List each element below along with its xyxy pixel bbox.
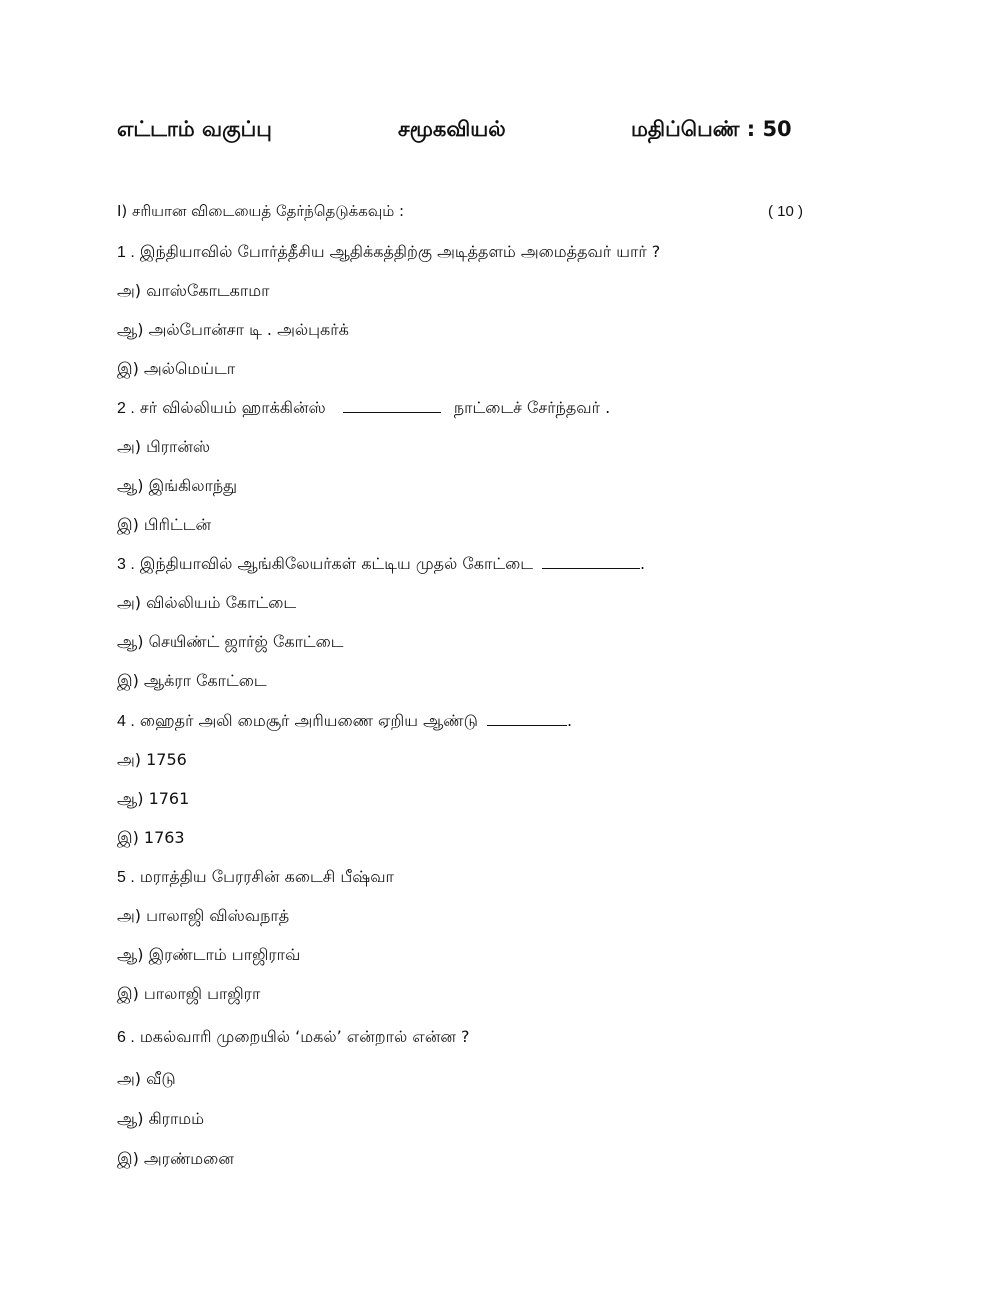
option-2b: ஆ) இங்கிலாந்து: [117, 476, 238, 495]
option-4a: அ) 1756: [117, 750, 187, 769]
question-2: [117, 397, 610, 420]
question-number: 2 .: [117, 400, 135, 417]
class-label: எட்டாம் வகுப்பு: [117, 117, 272, 141]
option-3a: அ) வில்லியம் கோட்டை: [117, 593, 297, 612]
question-4: [117, 710, 572, 733]
question-number: 5 .: [117, 869, 135, 886]
question-text-after: .: [640, 554, 646, 573]
question-text: மகல்வாரி முறையில் ‘மகல்’ என்றால் என்ன ?: [139, 1027, 470, 1046]
answer-blank: [542, 554, 640, 569]
question-1: [117, 241, 660, 264]
subject-title: சமூகவியல்: [398, 117, 506, 141]
answer-blank: [487, 711, 567, 726]
question-text-after: நாட்டைச் சேர்ந்தவர் .: [453, 398, 611, 417]
question-number: 3 .: [117, 556, 135, 573]
option-3b: ஆ) செயிண்ட் ஜார்ஜ் கோட்டை: [117, 632, 344, 651]
question-3: [117, 553, 645, 576]
option-5a: அ) பாலாஜி விஸ்வநாத்: [117, 906, 290, 925]
question-text: இந்தியாவில் போர்த்தீசிய ஆதிக்கத்திற்கு அடித்தளம் அமைத்தவர் யார் ?: [139, 242, 661, 261]
question-text-before: ஹைதர் அலி மைசூர் அரியணை ஏறிய ஆண்டு: [139, 711, 478, 730]
option-4c: இ) 1763: [117, 828, 185, 847]
question-text: மராத்திய பேரரசின் கடைசி பீஷ்வா: [139, 867, 394, 886]
answer-blank: [343, 398, 441, 413]
option-5c: இ) பாலாஜி பாஜிரா: [117, 984, 261, 1003]
option-1a: அ) வாஸ்கோடகாமா: [117, 281, 270, 300]
option-1b: ஆ) அல்போன்சா டி . அல்புகர்க்: [117, 320, 349, 339]
option-6a: அ) வீடு: [117, 1069, 176, 1088]
question-6: [117, 1026, 470, 1049]
option-6b: ஆ) கிராமம்: [117, 1109, 205, 1128]
option-2c: இ) பிரிட்டன்: [117, 515, 211, 534]
option-6c: இ) அரண்மனை: [117, 1149, 234, 1168]
question-number: 6 .: [117, 1029, 135, 1046]
question-5: [117, 866, 394, 889]
section-marks: ( 10 ): [768, 203, 804, 220]
option-2a: அ) பிரான்ஸ்: [117, 437, 211, 456]
option-1c: இ) அல்மெய்டா: [117, 359, 236, 378]
option-4b: ஆ) 1761: [117, 789, 190, 808]
question-number: 4 .: [117, 713, 135, 730]
option-5b: ஆ) இரண்டாம் பாஜிராவ்: [117, 945, 301, 964]
worksheet-header: [117, 117, 857, 153]
option-3c: இ) ஆக்ரா கோட்டை: [117, 671, 267, 690]
question-text-before: சர் வில்லியம் ஹாக்கின்ஸ்: [139, 398, 326, 417]
section-title: I) சரியான விடையைத் தேர்ந்தெடுக்கவும் :: [117, 202, 405, 220]
question-text-before: இந்தியாவில் ஆங்கிலேயர்கள் கட்டிய முதல் கோட்டை: [139, 554, 533, 573]
question-number: 1 .: [117, 244, 135, 261]
question-text-after: .: [567, 711, 573, 730]
total-marks: மதிப்பெண் : 50: [631, 117, 792, 141]
